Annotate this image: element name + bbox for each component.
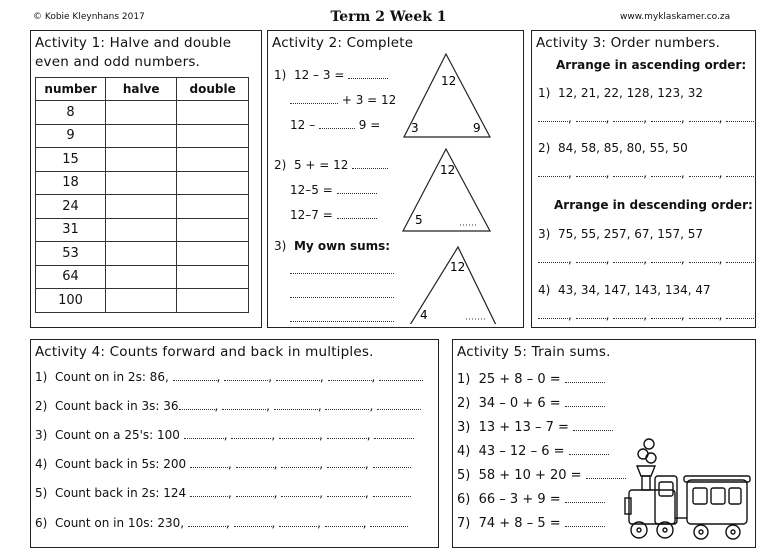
train-sum: 5) 58 + 10 + 20 = (457, 468, 626, 483)
answer-blank[interactable] (337, 209, 377, 219)
halve-double-table (35, 77, 249, 313)
train-sum: 3) 13 + 13 – 7 = (457, 420, 613, 435)
train-sum: 1) 25 + 8 – 0 = (457, 372, 605, 387)
col-double: double (177, 78, 249, 101)
halve-cell[interactable] (106, 242, 177, 266)
col-number: number (36, 78, 106, 101)
number-triangles (398, 49, 523, 324)
order-item: 1) 12, 21, 22, 128, 123, 32 (538, 86, 703, 100)
halve-cell[interactable] (106, 148, 177, 172)
table-row: 9 (36, 124, 249, 148)
double-cell[interactable] (177, 195, 249, 219)
q3-line: 3) My own sums: (274, 239, 391, 253)
table-row: 18 (36, 171, 249, 195)
double-cell[interactable] (177, 289, 249, 313)
tri1-right: 9 (473, 121, 481, 135)
website-text: www.myklaskamer.co.za (620, 12, 731, 22)
order-blanks[interactable]: , , , , , (538, 252, 756, 266)
table-row: 31 (36, 218, 249, 242)
halve-cell[interactable] (106, 218, 177, 242)
order-blanks[interactable]: , , , , , (538, 166, 756, 180)
count-item: 2) Count back in 3s: 36 , , , , (35, 399, 421, 413)
tri1-left: 3 (411, 121, 419, 135)
order-blanks[interactable]: , , , , , (538, 308, 756, 322)
worksheet-title: Term 2 Week 1 (330, 9, 447, 25)
activity2-box (267, 30, 524, 328)
order-item: 2) 84, 58, 85, 80, 55, 50 (538, 141, 688, 155)
q2-line1: 2) 5 + = 12 (274, 158, 388, 172)
tri1-top: 12 (441, 74, 457, 88)
q1-line1: 1) 12 – 3 = (274, 68, 388, 82)
answer-blank[interactable] (319, 119, 355, 129)
halve-cell[interactable] (106, 195, 177, 219)
tri3-top: 12 (450, 260, 466, 274)
order-blanks[interactable]: , , , , , (538, 111, 756, 125)
count-item: 4) Count back in 5s: 200 , , , , (35, 457, 411, 471)
halve-cell[interactable] (106, 265, 177, 289)
activity1-title: Activity 1: Halve and double even and odd numbers. (35, 35, 232, 70)
activity5-title: Activity 5: Train sums. (457, 344, 611, 360)
answer-blank[interactable] (352, 159, 388, 169)
tri2-top: 12 (440, 163, 456, 177)
activity4-title: Activity 4: Counts forward and back in multiples. (35, 344, 374, 360)
answer-blank[interactable] (290, 94, 338, 104)
descending-heading: Arrange in descending order: (554, 198, 753, 212)
order-item: 3) 75, 55, 257, 67, 157, 57 (538, 227, 703, 241)
ascending-heading: Arrange in ascending order: (556, 58, 747, 72)
double-cell[interactable] (177, 124, 249, 148)
q2-line3: 12–7 = (290, 208, 377, 222)
copyright-text: © Kobie Kleynhans 2017 (33, 12, 145, 22)
train-sum: 6) 66 – 3 + 9 = (457, 492, 605, 507)
own-sum-blank[interactable] (290, 288, 394, 298)
activity2-title: Activity 2: Complete (272, 35, 414, 51)
train-sum: 2) 34 – 0 + 6 = (457, 396, 605, 411)
halve-cell[interactable] (106, 171, 177, 195)
count-item: 3) Count on a 25's: 100 , , , , (35, 428, 414, 442)
tri2-left: 5 (415, 213, 423, 227)
tri3-left: 4 (420, 308, 428, 322)
train-sum: 4) 43 – 12 – 6 = (457, 444, 609, 459)
answer-blank[interactable] (337, 184, 377, 194)
double-cell[interactable] (177, 218, 249, 242)
double-cell[interactable] (177, 171, 249, 195)
halve-cell[interactable] (106, 124, 177, 148)
table-row: 100 (36, 289, 249, 313)
count-item: 1) Count on in 2s: 86, , , , , (35, 370, 423, 384)
col-halve: halve (106, 78, 177, 101)
double-cell[interactable] (177, 265, 249, 289)
table-row: 8 (36, 101, 249, 125)
count-item: 5) Count back in 2s: 124 , , , , (35, 486, 411, 500)
train-sum: 7) 74 + 8 – 5 = (457, 516, 605, 531)
q1-line3: 12 – 9 = (290, 118, 381, 132)
train-illustration (621, 436, 753, 544)
table-row: 15 (36, 148, 249, 172)
halve-cell[interactable] (106, 289, 177, 313)
own-sum-blank[interactable] (290, 264, 394, 274)
double-cell[interactable] (177, 101, 249, 125)
count-item: 6) Count on in 10s: 230, , , , , (35, 516, 408, 530)
order-item: 4) 43, 34, 147, 143, 134, 47 (538, 283, 711, 297)
table-row: 24 (36, 195, 249, 219)
activity4-box (30, 339, 439, 548)
double-cell[interactable] (177, 242, 249, 266)
activity3-box (531, 30, 756, 328)
table-row: 64 (36, 265, 249, 289)
activity1-box (30, 30, 262, 328)
activity5-box (452, 339, 756, 548)
activity3-title: Activity 3: Order numbers. (536, 35, 721, 51)
q2-line2: 12–5 = (290, 183, 377, 197)
answer-blank[interactable] (348, 69, 388, 79)
own-sum-blank[interactable] (290, 312, 394, 322)
table-row: 53 (36, 242, 249, 266)
double-cell[interactable] (177, 148, 249, 172)
q1-line2: + 3 = 12 (290, 93, 396, 107)
halve-cell[interactable] (106, 101, 177, 125)
